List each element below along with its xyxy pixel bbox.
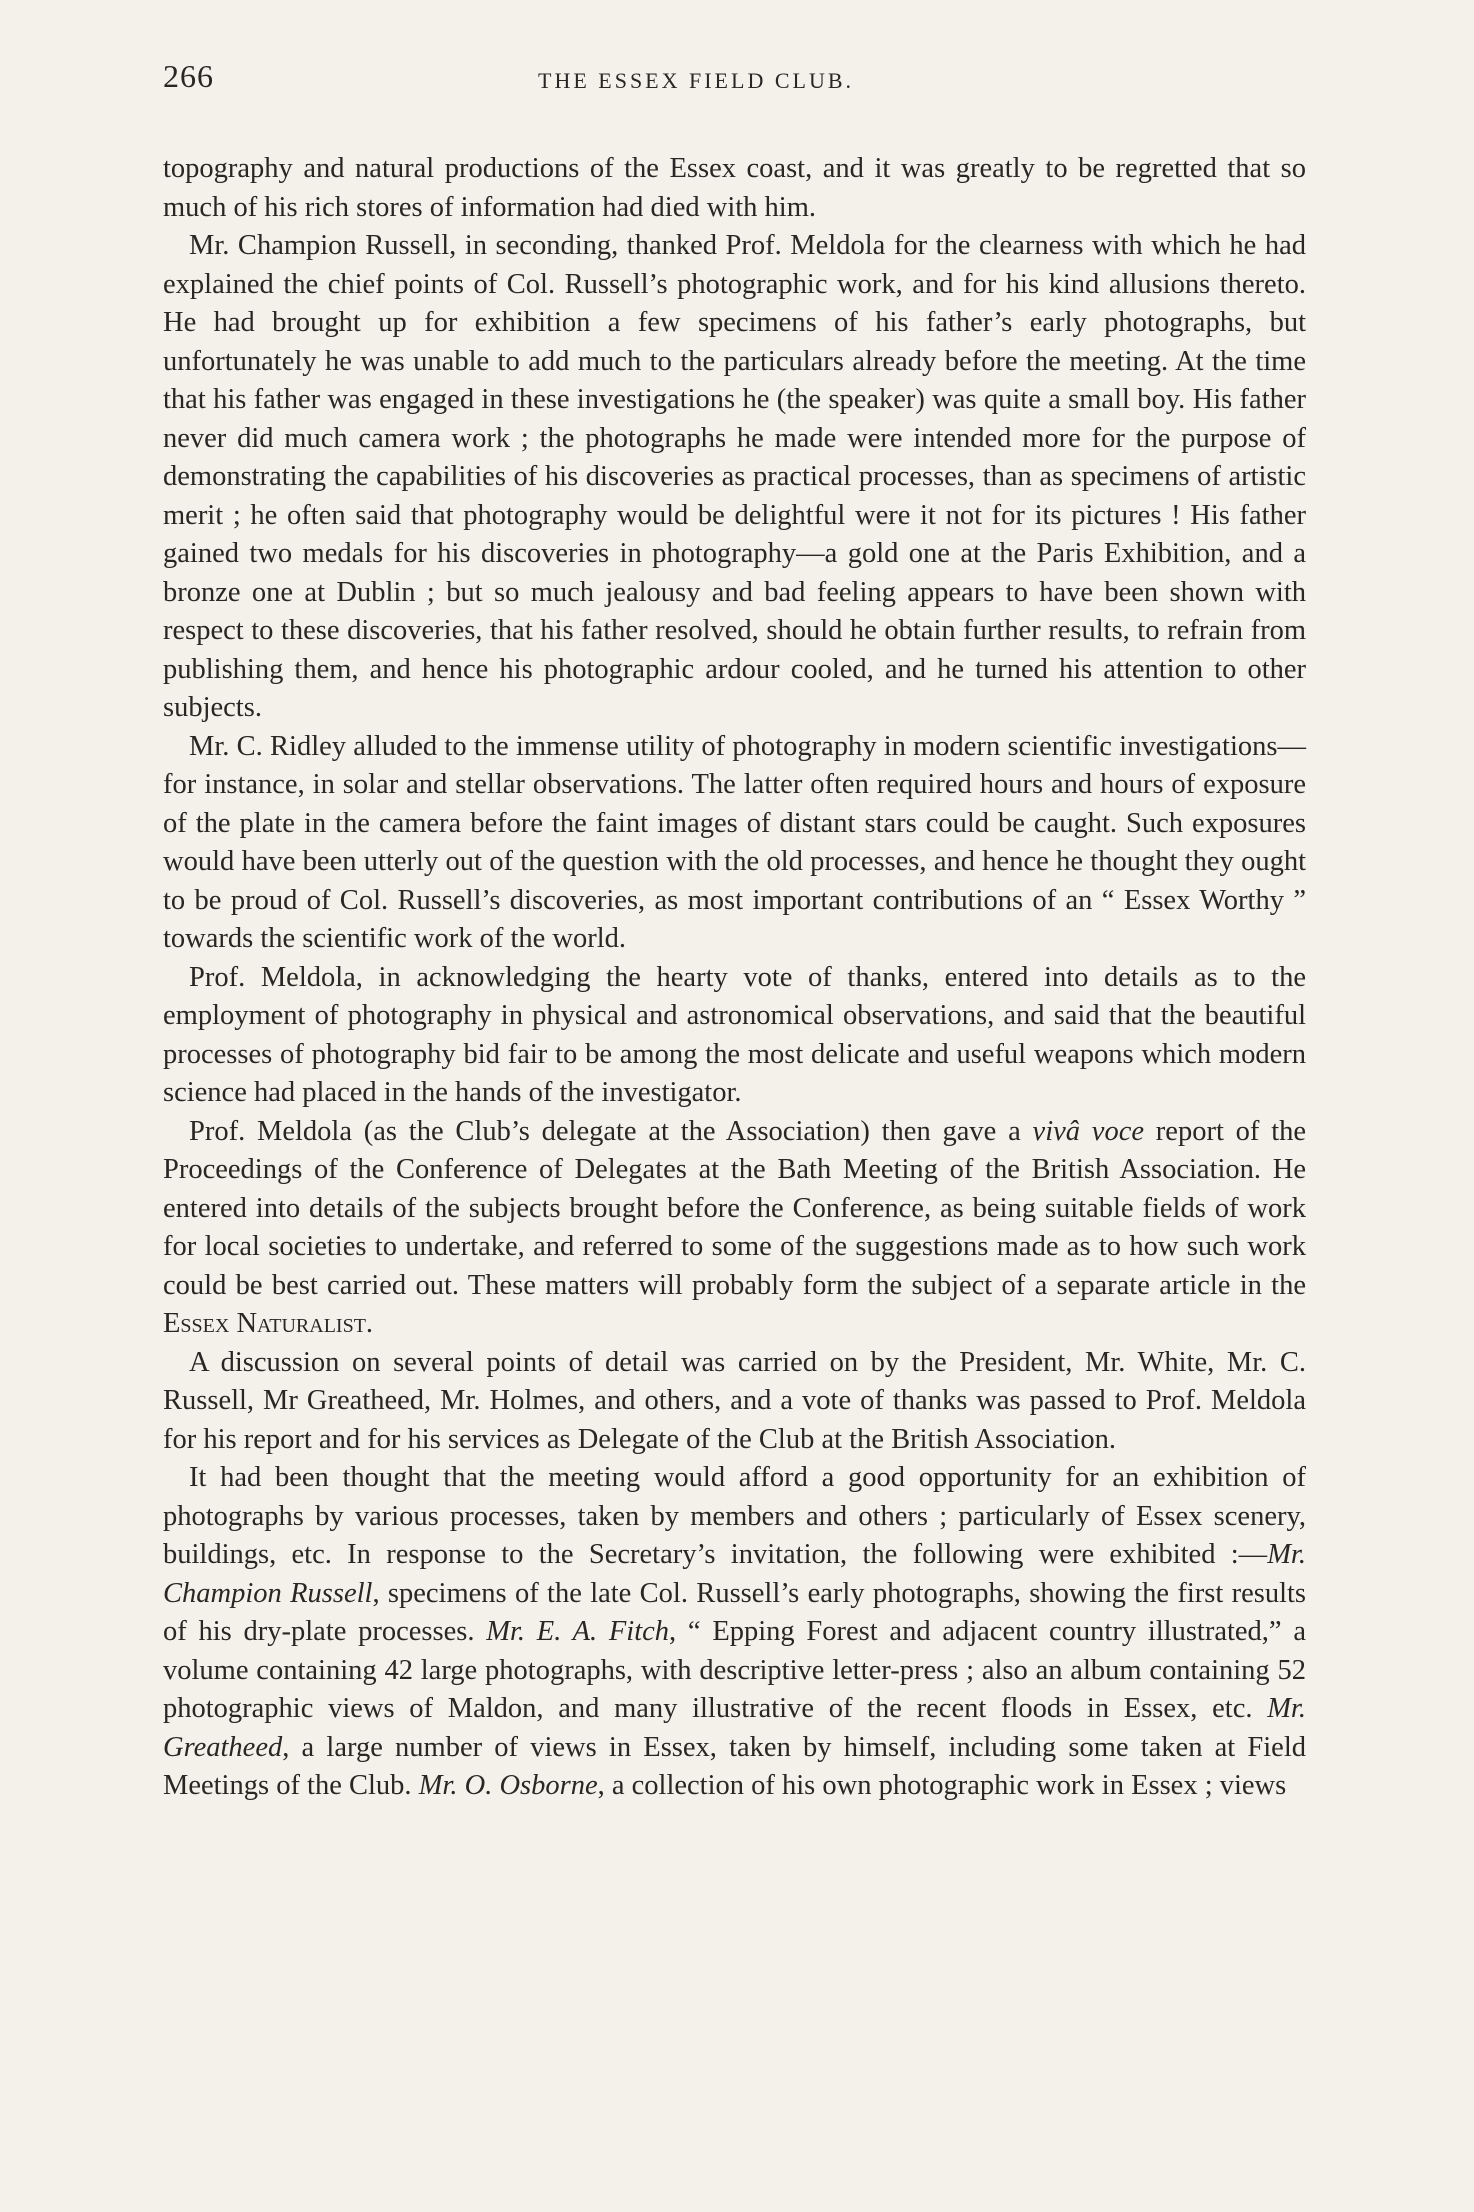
exhibitor-name: Mr. Greatheed (163, 1693, 1306, 1763)
text-run: , a large number of views in Essex, taken by himself, including some taken at Field Meetings of the Club. (163, 1731, 1306, 1801)
text-run: It had been thought that the meeting would afford a good opportunity for an exhibition of photographs by various processes, taken by members and others ; particularly of Essex scenery, buildings, etc. In response to the Secretary’s invitation, the following were exhibited :— (163, 1462, 1306, 1570)
text-run: report of the Proceedings of the Conference of Delegates at the Bath Meeting of the British Association. He entered into details of the subjects brought before the Conference, as being suitable fields of work for local societies to undertake, and referred to some of the suggestions made as to how such work could be best carried out. These matters will probably form the subject of a separate article in the (163, 1115, 1307, 1301)
text-run: . (365, 1308, 374, 1339)
paragraph-ridley: Mr. C. Ridley alluded to the immense utility of photography in modern scientific investigations—for instance, in solar and stellar observations. The latter often required hours and hours of exposure of the plate in the camera before the faint images of distant stars could be caught. Such exposures would have been utterly out of the question with the old processes, and hence he thought they ought to be proud of Col. Russell’s discoveries, as most important contributions of an “ Essex Worthy ” towards the scientific work of the world. (163, 730, 1306, 954)
body-text (163, 150, 1306, 1806)
text-run: , a collection of his own photographic work in Essex ; views (597, 1770, 1287, 1801)
paragraph-meldola-thanks: Prof. Meldola, in acknowledging the hearty vote of thanks, entered into details as to the employment of photography in physical and astronomical observations, and said that the beautiful processes of photography bid fair to be among the most delicate and useful weapons which modern science had placed in the hands of the investigator. (163, 961, 1306, 1108)
paragraph-meldola-report (163, 1113, 1306, 1344)
running-title: THE ESSEX FIELD CLUB. (538, 68, 854, 93)
exhibitor-name: Mr. Champion Russell (163, 1539, 1306, 1609)
text-run: , specimens of the late Col. Russell’s early photographs, showing the first results of his dry-plate processes. (163, 1577, 1306, 1647)
text-run: Prof. Meldola (as the Club’s delegate at the Association) then gave a (189, 1115, 1033, 1147)
text-run: , “ Epping Forest and adjacent country illustrated,” a volume containing 42 large photographs, with descriptive letter-press ; also an album containing 52 photographic views of Maldon, and many illustrative of the recent floods in Essex, etc. (163, 1616, 1306, 1724)
italic-phrase: vivâ voce (1032, 1115, 1145, 1147)
paragraph-continued: topography and natural productions of the Essex coast, and it was greatly to be regretted that so much of his rich stores of information had died with him. (163, 153, 1306, 223)
paragraph-exhibition (163, 1459, 1306, 1806)
page-number: 266 (163, 58, 214, 94)
journal-title: Essex Naturalist (163, 1308, 366, 1339)
exhibitor-name: Mr. E. A. Fitch (486, 1616, 670, 1647)
exhibitor-name: Mr. O. Osborne (418, 1770, 598, 1801)
paragraph-discussion: A discussion on several points of detail was carried on by the President, Mr. White, Mr. C. Russell, Mr Greatheed, Mr. Holmes, and others, and a vote of thanks was passed to Prof. Meldola for his report and for his services as Delegate of the Club at the British Association. (163, 1346, 1306, 1455)
paragraph-champion-russell: Mr. Champion Russell, in seconding, thanked Prof. Meldola for the clearness with which he had explained the chief points of Col. Russell’s photographic work, and for his kind allusions thereto. He had brought up for exhibition a few specimens of his father’s early photographs, but unfortunately he was unable to add much to the particulars already before the meeting. At the time that his father was engaged in these investigations he (the speaker) was quite a small boy. His father never did much camera work ; the photographs he made were intended more for the purpose of demonstrating the capabilities of his discoveries as practical processes, than as specimens of artistic merit ; he often said that photography would be delightful were it not for its pictures ! His father gained two medals for his discoveries in photography—a gold one at the Paris Exhibition, and a bronze one at Dublin ; but so much jealousy and bad feeling appears to have been shown with respect to these discoveries, that his father resolved, should he obtain further results, to refrain from publishing them, and hence his photographic ardour cooled, and he turned his attention to other subjects. (163, 230, 1306, 723)
